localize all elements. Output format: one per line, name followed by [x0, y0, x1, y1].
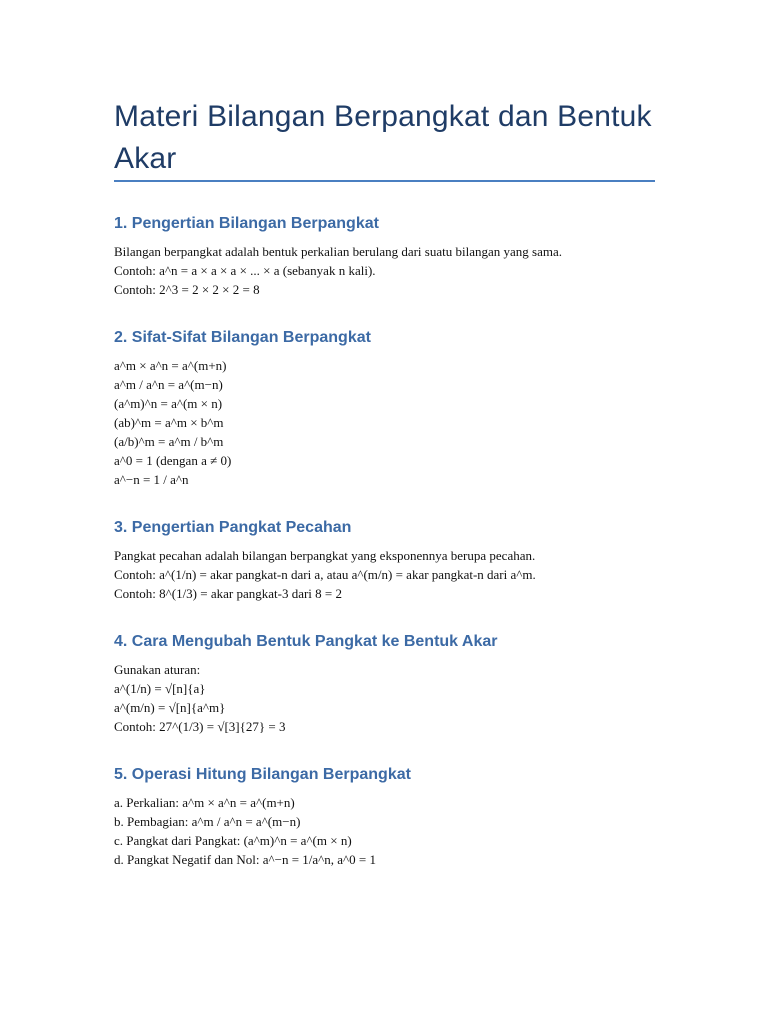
section-heading: 5. Operasi Hitung Bilangan Berpangkat: [114, 766, 411, 783]
title-divider: [114, 180, 655, 182]
body-line: Contoh: a^(1/n) = akar pangkat-n dari a, atau a^(m/n) = akar pangkat-n dari a^m.: [114, 567, 536, 582]
body-line: Contoh: 2^3 = 2 × 2 × 2 = 8: [114, 282, 260, 297]
body-line: a^−n = 1 / a^n: [114, 472, 189, 487]
section-heading: 3. Pengertian Pangkat Pecahan: [114, 519, 352, 536]
body-line: Bilangan berpangkat adalah bentuk perkalian berulang dari suatu bilangan yang sama.: [114, 244, 562, 259]
section-heading: 1. Pengertian Bilangan Berpangkat: [114, 215, 379, 232]
document-title: Materi Bilangan Berpangkat dan Bentuk Akar: [114, 100, 652, 175]
body-line: a^(m/n) = √[n]{a^m}: [114, 700, 226, 715]
body-line: a^0 = 1 (dengan a ≠ 0): [114, 453, 232, 468]
body-line: a^(1/n) = √[n]{a}: [114, 681, 206, 696]
section-heading: 4. Cara Mengubah Bentuk Pangkat ke Bentuk Akar: [114, 633, 498, 650]
section-operasi-hitung-bilangan-berpangkat: [114, 763, 655, 869]
body-line: c. Pangkat dari Pangkat: (a^m)^n = a^(m × n): [114, 833, 352, 848]
section-body: [114, 793, 655, 869]
body-line: (a/b)^m = a^m / b^m: [114, 434, 224, 449]
body-line: a^m × a^n = a^(m+n): [114, 358, 227, 373]
body-line: a^m / a^n = a^(m−n): [114, 377, 223, 392]
body-line: (a^m)^n = a^(m × n): [114, 396, 223, 411]
body-line: Pangkat pecahan adalah bilangan berpangkat yang eksponennya berupa pecahan.: [114, 548, 536, 563]
body-line: (ab)^m = a^m × b^m: [114, 415, 224, 430]
body-line: a. Perkalian: a^m × a^n = a^(m+n): [114, 795, 295, 810]
section-body: [114, 546, 655, 603]
body-line: Gunakan aturan:: [114, 662, 201, 677]
body-line: b. Pembagian: a^m / a^n = a^(m−n): [114, 814, 301, 829]
section-body: [114, 242, 655, 299]
section-pengertian-bilangan-berpangkat: [114, 212, 655, 299]
body-line: Contoh: 8^(1/3) = akar pangkat-3 dari 8 = 2: [114, 586, 342, 601]
body-line: Contoh: 27^(1/3) = √[3]{27} = 3: [114, 719, 286, 734]
section-pengertian-pangkat-pecahan: [114, 516, 655, 603]
section-body: [114, 660, 655, 736]
section-body: [114, 356, 655, 489]
section-heading: 2. Sifat-Sifat Bilangan Berpangkat: [114, 329, 371, 346]
section-sifat-sifat-bilangan-berpangkat: [114, 326, 655, 489]
body-line: Contoh: a^n = a × a × a × ... × a (sebanyak n kali).: [114, 263, 376, 278]
section-mengubah-pangkat-ke-akar: [114, 630, 655, 736]
body-line: d. Pangkat Negatif dan Nol: a^−n = 1/a^n, a^0 = 1: [114, 852, 376, 867]
